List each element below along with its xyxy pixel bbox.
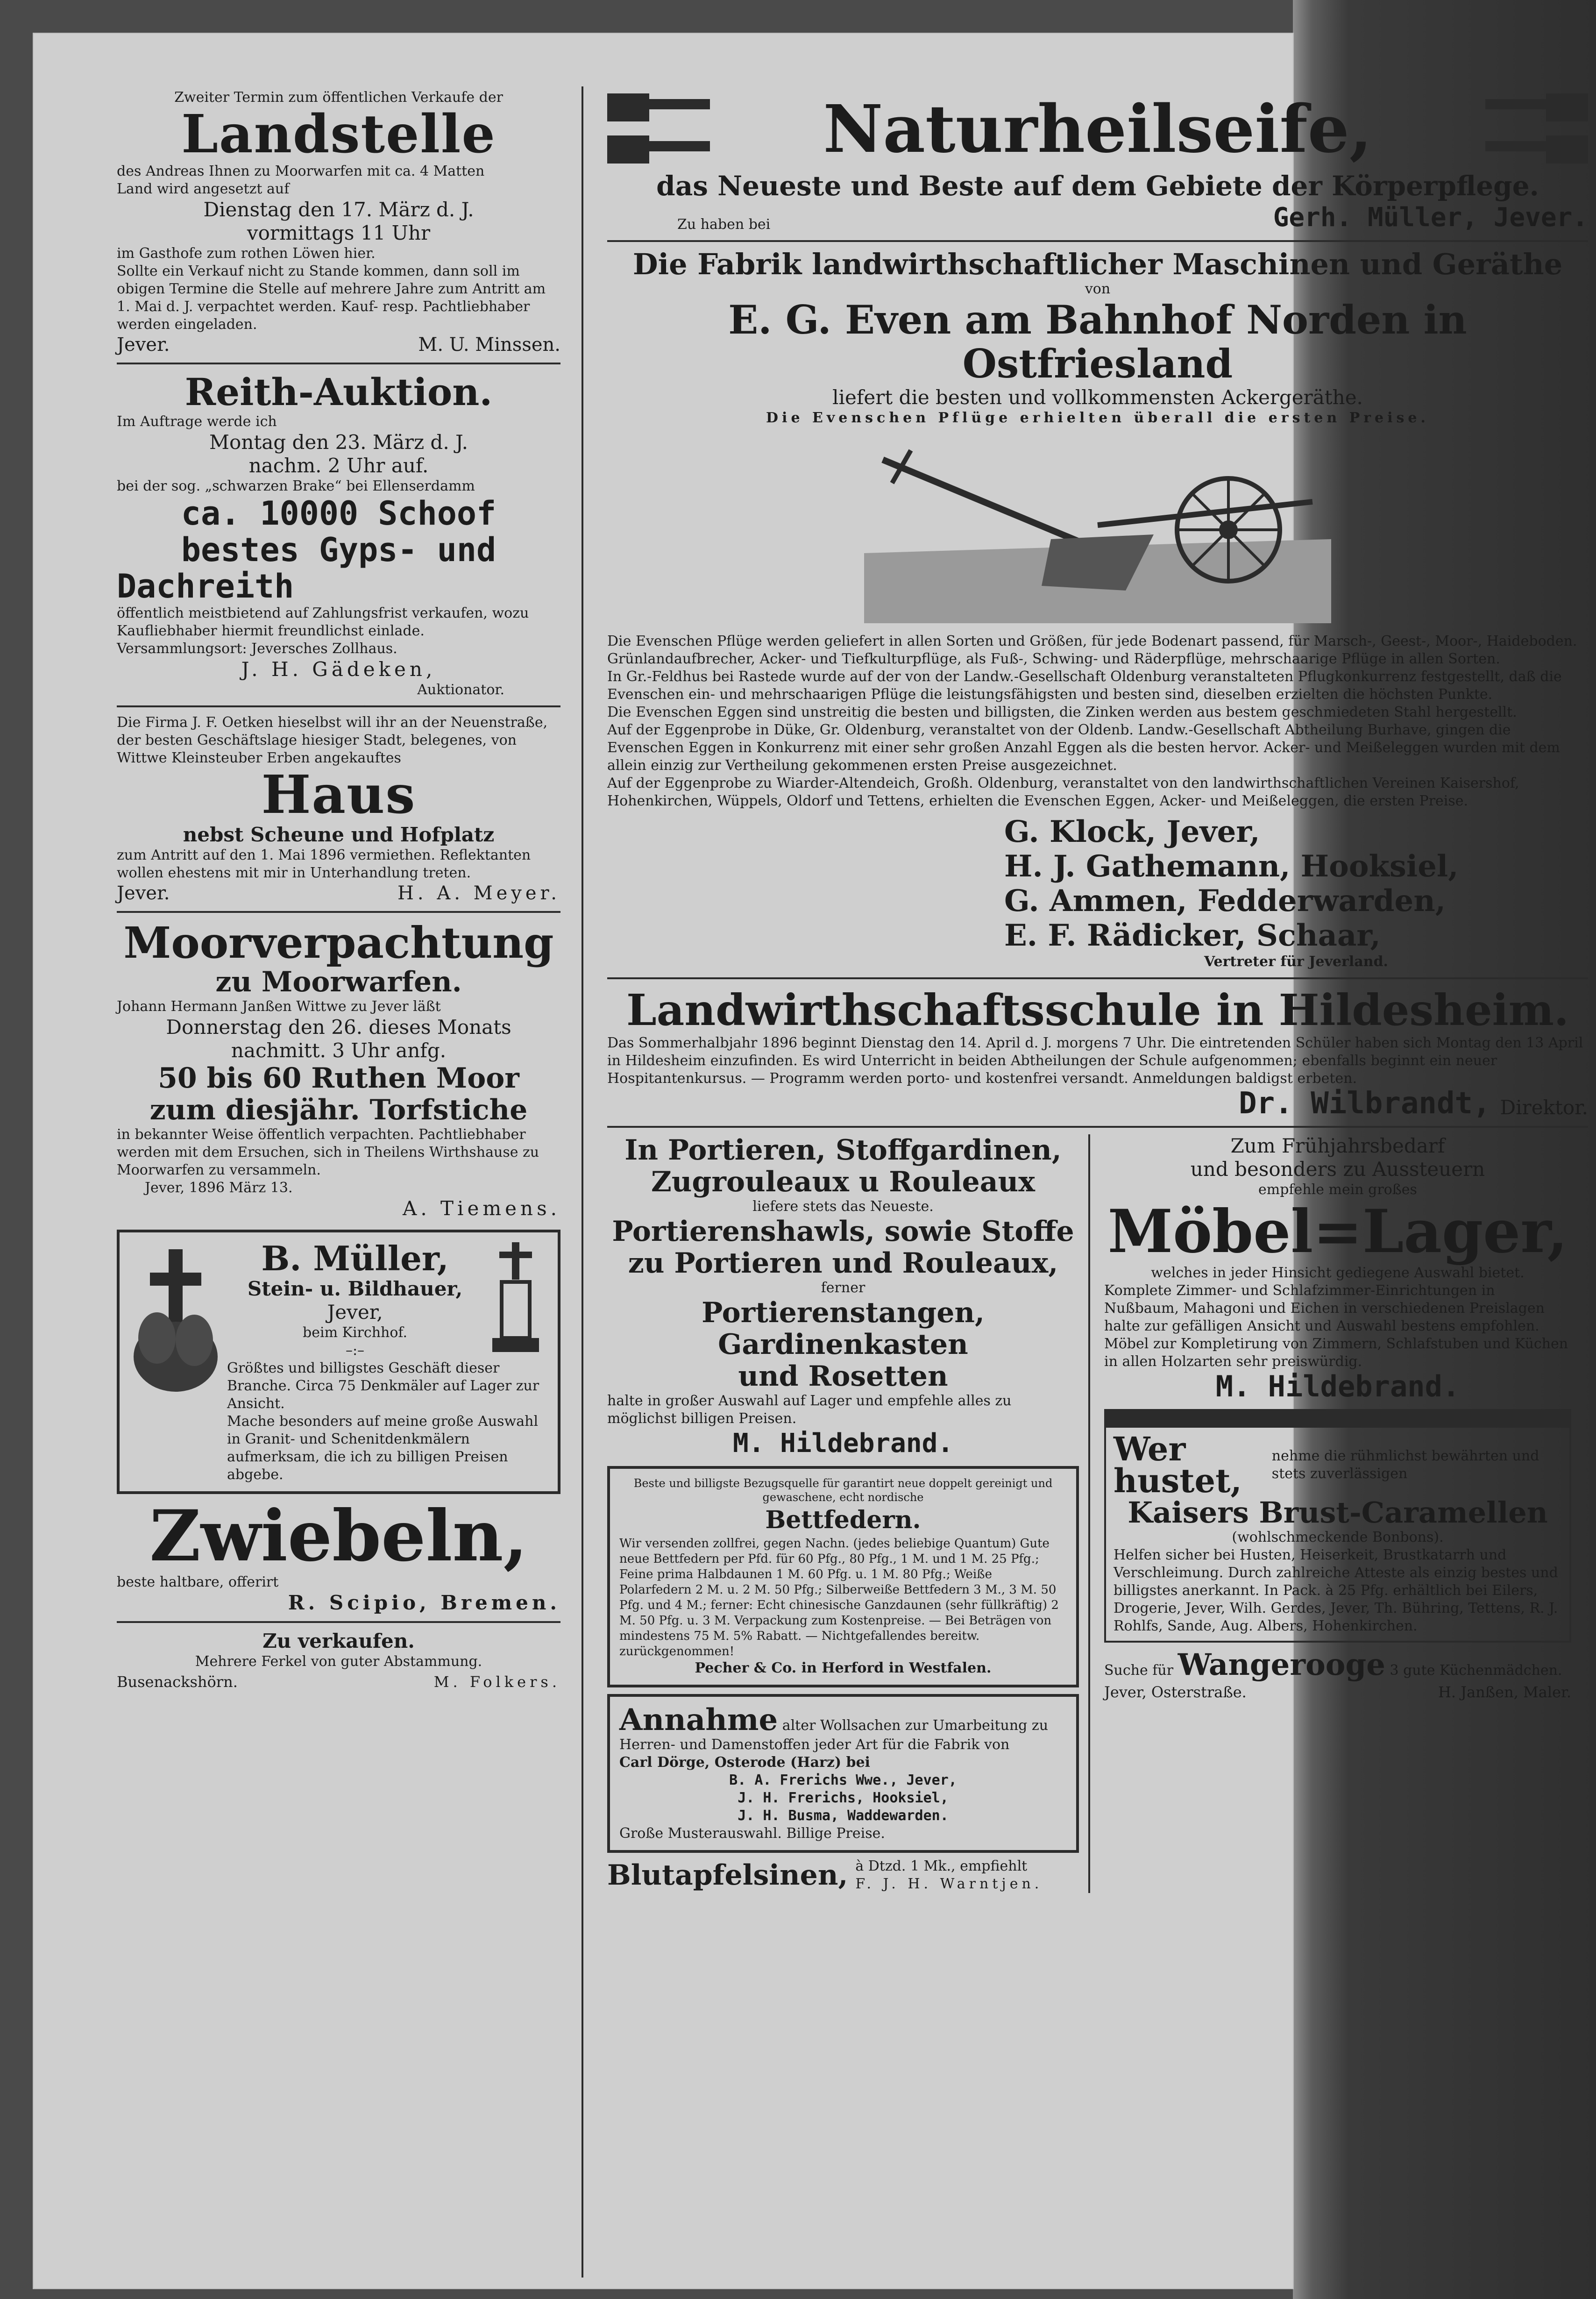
portieren-h3: Portierenshawls, sowie Stoffe: [612, 1215, 1074, 1248]
portieren-h1: In Portieren, Stoffgardinen,: [624, 1134, 1062, 1167]
ferkel-title: Zu verkaufen.: [262, 1630, 415, 1652]
bett-l1: Beste und billigste Bezugsquelle für garantirt neue doppelt gereinigt und gewaschene, echt nordische: [633, 1477, 1053, 1504]
even-agent: G. Klock, Jever,: [1004, 814, 1260, 849]
even-agent: H. J. Gathemann, Hooksiel,: [1004, 849, 1459, 884]
ferkel-body: Mehrere Ferkel von guter Abstammung.: [195, 1653, 482, 1670]
portieren-h5: Portierenstangen, Gardinenkasten: [702, 1296, 985, 1361]
ferkel-signer: M. Folkers.: [433, 1673, 560, 1691]
bett-title: Bettfedern.: [765, 1506, 921, 1534]
mueller-trade: Stein- u. Bildhauer,: [247, 1277, 463, 1300]
ad-moorverpachtung: [117, 919, 560, 1220]
reith-line2: bei der sog. „schwarzen Brake“ bei Ellenserdamm: [117, 478, 475, 494]
reith-date: Montag den 23. März d. J.: [209, 431, 468, 454]
zwiebeln-title: Zwiebeln,: [149, 1495, 528, 1577]
moor-body: in bekannter Weise öffentlich verpachten. Pachtliebhaber werden mit dem Ersuchen, sich in Theilens Wirthshause zu Moorwarfen zu versammeln.: [117, 1126, 539, 1178]
rule: [117, 363, 560, 364]
schule-signer: Dr. Wilbrandt,: [1239, 1086, 1491, 1121]
ad-wangerooge: [1104, 1649, 1571, 1703]
moebel-l2: welches in jeder Hinsicht gediegene Auswahl bietet.: [1151, 1265, 1525, 1281]
moebel-title: Möbel=Lager,: [1107, 1197, 1568, 1266]
reith-signer: J. H. Gädeken,: [241, 658, 436, 681]
zwiebeln-signer: R. Scipio, Bremen.: [288, 1591, 560, 1614]
reith-line1: Im Auftrage werde ich: [117, 413, 277, 430]
reith-title: Reith-Auktion.: [184, 370, 493, 414]
ad-moebel-lager: [1104, 1134, 1571, 1402]
annahme-title: Annahme: [619, 1702, 778, 1737]
moor-line1: Johann Hermann Janßen Wittwe zu Jever läßt: [117, 998, 441, 1015]
seife-avail: Zu haben bei: [677, 216, 771, 233]
newspaper-page: [33, 33, 1588, 2289]
ad-portieren: [607, 1134, 1079, 1459]
left-column: [117, 89, 560, 1693]
ad-landwirthschaftsschule: [607, 986, 1588, 1119]
even-p5: Auf der Eggenprobe zu Wiarder-Altendeich, Großh. Oldenburg, veranstaltet von den landwirthschaftlichen Vereinen Kaisershof, Hohenkirchen, Wüppels, Oldorf und Tettens, erhielten die Evenschen Eggen, Acker- und Meißeleggen, die ersten Preise.: [607, 775, 1519, 809]
rule: [607, 240, 1588, 242]
schule-body: Das Sommerhalbjahr 1896 beginnt Dienstag den 14. April d. J. morgens 7 Uhr. Die eintretenden Schüler haben sich Montag den 13 April in Hildesheim einzufinden. Es wird Unterricht in beiden Abtheilungen der Schule aufgenommen; ebenfalls beginnt ein neuer Hospitantenkursus. — Programm werden porto- und kostenfrei versandt. Anmeldungen baldigst erbeten.: [607, 1035, 1583, 1087]
moor-dateline: Jever, 1896 März 13.: [145, 1180, 293, 1196]
haus-title: Haus: [261, 764, 416, 826]
pointing-hand-icon: [607, 89, 715, 168]
wangerooge-signer: H. Janßen, Maler.: [1438, 1683, 1571, 1701]
bett-signer: Pecher & Co. in Herford in Westfalen.: [695, 1660, 992, 1676]
haus-place: Jever.: [117, 883, 170, 904]
ad-haus: [117, 714, 560, 904]
moebel-body: Komplete Zimmer- und Schlafzimmer-Einrichtungen in Nußbaum, Mahagoni und Eichen in verschiedenen Preislagen halte zur gefälligen Ansicht und Auswahl bestens empfohlen.: [1104, 1282, 1545, 1334]
portieren-h4: zu Portieren und Rouleaux,: [628, 1247, 1058, 1280]
even-agents-note: Vertreter für Jeverland.: [1204, 954, 1388, 970]
landstelle-signer: M. U. Minssen.: [418, 334, 560, 356]
zwiebeln-line: beste haltbare, offerirt: [117, 1574, 279, 1590]
landstelle-line2: Land wird angesetzt auf: [117, 181, 290, 197]
pointing-hand-icon: [1481, 89, 1588, 168]
even-firm: E. G. Even am Bahnhof Norden in Ostfriesland: [728, 297, 1467, 387]
annahme-agent: J. H. Busma, Waddewarden.: [738, 1808, 949, 1824]
moor-title: Moorverpachtung: [123, 918, 554, 968]
mueller-sep: –:–: [345, 1342, 365, 1359]
seife-title: Naturheilseife,: [823, 91, 1372, 168]
schule-role: Direktor.: [1500, 1096, 1588, 1119]
even-agent: G. Ammen, Fedderwarden,: [1004, 883, 1446, 918]
reith-offer1: ca. 10000 Schoof: [181, 494, 497, 533]
ad-ferkel: [117, 1630, 560, 1693]
bett-body: Wir versenden zollfrei, gegen Nachn. (jedes beliebige Quantum) Gute neue Bettfedern per Pfd. für 60 Pfg., 80 Pfg., 1 M. und 1 M. 25 Pfg.; Feine prima Halbdaunen 1 M. 60 Pfg. u. 1 M. 80 Pfg.; Weiße Polarfedern 2 M. u. 2 M. 50 Pfg.; Silberweiße Bettfedern 3 M., 3 M. 50 Pfg. und 4 M.; ferner: Echt chinesische Ganzdaunen (sehr füllkräftig) 2 M. 50 Pfg. u. 3 M. Verpackung zum Kostenpreise. — Bei Beträgen von mindestens 75 M. 5% Rabatt. — Nichtgefallendes bereitw. zurückgenommen!: [619, 1537, 1059, 1658]
caramellen-body: Helfen sicher bei Husten, Heiserkeit, Brustkatarrh und Verschleimung. Durch zahlreiche Atteste als einzig bestes und billigstes anerkannt. In Pack. à 25 Pfg. erhältlich bei Eilers, Drogerie, Jever, Wilh. Gerdes, Jever, Th. Bühring, Tettens, R. J. Rohlfs, Sande, Aug. Albers, Hohenkirchen.: [1114, 1547, 1558, 1634]
annahme-body: alter Wollsachen zur Umarbeitung zu Herren- und Damenstoffen jeder Art für die Fabrik von: [619, 1717, 1049, 1753]
caramellen-title: Kaisers Brust-Caramellen: [1128, 1495, 1548, 1530]
wangerooge-l2: 3 gute Küchenmädchen.: [1390, 1662, 1562, 1679]
right-subcolumns: [607, 1134, 1588, 1893]
even-line2: Die Evenschen Pflüge erhielten überall die ersten Preise.: [766, 410, 1429, 426]
moor-offer1: 50 bis 60 Ruthen Moor: [158, 1062, 519, 1095]
ad-naturheilseife: [607, 89, 1588, 234]
right-column: [607, 89, 1588, 1893]
haus-body: Die Firma J. F. Oetken hieselbst will ihr an der Neuenstraße, der besten Geschäftslage hiesiger Stadt, belegenes, von Wittwe Kleinsteuber Erben angekauftes: [117, 714, 548, 766]
moebel-body2: Möbel zur Kompletirung von Zimmern, Schlafstuben und Küchen in allen Holzarten sehr preiswürdig.: [1104, 1336, 1568, 1370]
annahme-agent: J. H. Frerichs, Hooksiel,: [738, 1790, 949, 1806]
rule: [117, 705, 560, 707]
ad-reith-auktion: [117, 371, 560, 699]
schule-title: Landwirthschaftsschule in Hildesheim.: [626, 985, 1569, 1035]
ad-landstelle: [117, 89, 560, 356]
column-divider: [582, 86, 583, 2278]
portieren-h6: und Rosetten: [738, 1360, 948, 1393]
monument-icon: [483, 1240, 548, 1357]
ad-mueller-box: [117, 1230, 560, 1494]
mueller-body2: Mache besonders auf meine große Auswahl in Granit- und Schenitdenkmälern aufmerksam, die ich zu billigen Preisen abgebe.: [227, 1413, 539, 1483]
wangerooge-name: Wangerooge: [1177, 1647, 1385, 1682]
annahme-firm: Carl Dörge, Osterode (Harz) bei: [619, 1754, 870, 1771]
apfelsinen-title: Blutapfelsinen,: [607, 1859, 848, 1892]
ad-bettfedern: [607, 1466, 1079, 1687]
moebel-l1: empfehle mein großes: [1258, 1182, 1417, 1198]
even-line1: liefert die besten und vollkommensten Ackergeräthe.: [832, 386, 1363, 409]
right-subcolumn-left: [607, 1134, 1090, 1893]
even-p2: In Gr.-Feldhus bei Rastede wurde auf der von der Landw.-Gesellschaft Oldenburg veranstalteten Pflugkonkurrenz festgestellt, daß die Evenschen ein- und mehrschaarigen Pflüge die leistungsfähigsten und besten sind, dieselben erzielten die höchsten Punkte.: [607, 669, 1562, 703]
mueller-loc: beim Kirchhof.: [303, 1324, 407, 1341]
mueller-town: Jever,: [327, 1301, 383, 1324]
annahme-agent: B. A. Frerichs Wwe., Jever,: [729, 1772, 957, 1788]
moor-signer: A. Tiemens.: [403, 1197, 560, 1220]
rule: [607, 1126, 1588, 1128]
haus-body2: zum Antritt auf den 1. Mai 1896 vermiethen. Reflektanten wollen ehestens mit mir in Unterhandlung treten.: [117, 847, 531, 881]
moebel-h2: und besonders zu Aussteuern: [1190, 1158, 1485, 1181]
even-von: von: [1085, 281, 1111, 297]
moor-offer2: zum diesjähr. Torfstiche: [149, 1094, 528, 1126]
landstelle-body: Sollte ein Verkauf nicht zu Stande kommen, dann soll im obigen Termine die Stelle auf mehrere Jahre zum Antritt am 1. Mai d. J. verpachtet werden. Kauf- resp. Pachtliebhaber werden eingeladen.: [117, 263, 546, 333]
wangerooge-l1: Suche für: [1104, 1662, 1174, 1679]
ad-zwiebeln: [117, 1495, 560, 1615]
landstelle-intro: Zweiter Termin zum öffentlichen Verkaufe der: [174, 89, 503, 106]
wangerooge-place: Jever, Osterstraße.: [1104, 1683, 1247, 1701]
mueller-body: Größtes und billigstes Geschäft dieser Branche. Circa 75 Denkmäler auf Lager zur Ansicht.: [227, 1360, 539, 1412]
caramellen-head: Wer hustet,: [1114, 1430, 1242, 1500]
reith-offer3: Dachreith: [117, 567, 294, 605]
seife-subtitle: das Neueste und Beste auf dem Gebiete der Körperpflege.: [656, 170, 1539, 202]
ad-caramellen: [1104, 1409, 1571, 1643]
rule: [117, 911, 560, 913]
haus-subtitle: nebst Scheune und Hofplatz: [183, 823, 495, 846]
reith-meeting: Versammlungsort: Jeversches Zollhaus.: [117, 641, 397, 657]
ferkel-place: Busenackshörn.: [117, 1673, 238, 1691]
portieren-l1: liefere stets das Neueste.: [752, 1198, 934, 1215]
ad-even: [607, 249, 1588, 971]
reith-time: nachm. 2 Uhr auf.: [248, 454, 429, 477]
reith-body: öffentlich meistbietend auf Zahlungsfrist verkaufen, wozu Kaufliebhaber hiermit freundlichst einlade.: [117, 605, 529, 639]
even-p4: Auf der Eggenprobe in Düke, Gr. Oldenburg, veranstaltet von der Oldenb. Landw.-Gesellschaft Abtheilung Burhave, gingen die Evenschen Eggen in Konkurrenz mit einer sehr großen Anzahl Eggen als die besten hervor. Acker- und Meißeleggen wurden mit dem allein einzig zur Vertheilung gekommenen ersten Preise ausgezeichnet.: [607, 722, 1560, 774]
mueller-name: B. Müller,: [261, 1238, 449, 1278]
even-p3: Die Evenschen Eggen sind unstreitig die besten und billigsten, die Zinken werden aus bestem geschmiedeten Stahl hergestellt.: [607, 704, 1517, 720]
landstelle-title: Landstelle: [181, 104, 496, 165]
landstelle-line3: im Gasthofe zum rothen Löwen hier.: [117, 245, 376, 262]
portieren-body: halte in großer Auswahl auf Lager und empfehle alles zu möglichst billigen Preisen.: [607, 1393, 1012, 1427]
gravestone-cross-icon: [129, 1240, 222, 1394]
landstelle-place: Jever.: [117, 334, 170, 356]
apfelsinen-body: à Dtzd. 1 Mk., empfiehlt: [855, 1858, 1028, 1874]
apfelsinen-signer: F. J. H. Warntjen.: [855, 1876, 1043, 1892]
portieren-l2: ferner: [821, 1280, 865, 1296]
even-agent: E. F. Rädicker, Schaar,: [1004, 918, 1381, 953]
caramellen-sub: (wohlschmeckende Bonbons).: [1232, 1529, 1444, 1545]
moebel-h1: Zum Frühjahrsbedarf: [1230, 1134, 1445, 1157]
ad-blutapfelsinen: [607, 1858, 1079, 1893]
right-subcolumn-right: [1104, 1134, 1571, 1893]
portieren-signer: M. Hildebrand.: [732, 1428, 953, 1459]
haus-signer: H. A. Meyer.: [397, 883, 560, 904]
annahme-footer: Große Musterauswahl. Billige Preise.: [619, 1825, 885, 1842]
portieren-h2: Zugrouleaux u Rouleaux: [651, 1166, 1035, 1198]
reith-role: Auktionator.: [417, 682, 504, 698]
moebel-signer: M. Hildebrand.: [1215, 1369, 1460, 1403]
landstelle-date: Dienstag den 17. März d. J.: [203, 198, 474, 221]
even-p1: Die Evenschen Pflüge werden geliefert in allen Sorten und Größen, für jede Bodenart passend, für Marsch-, Geest-, Moor-, Haideboden. Grünlandaufbrecher, Acker- und Tiefkulturpflüge, als Fuß-, Schwing- und Räderpflüge, mehrschaarige Pflüge in allen Sorten.: [607, 633, 1577, 667]
rule: [117, 1621, 560, 1623]
caramellen-intro: nehme die rühmlichst bewährten und stets zuverlässigen: [1271, 1448, 1539, 1482]
even-head1: Die Fabrik landwirthschaftlicher Maschinen und Geräthe: [632, 247, 1563, 281]
rule: [607, 977, 1588, 979]
landstelle-line1: des Andreas Ihnen zu Moorwarfen mit ca. 4 Matten: [117, 163, 485, 179]
landstelle-time: vormittags 11 Uhr: [247, 221, 431, 244]
moor-time: nachmitt. 3 Uhr anfg.: [231, 1039, 447, 1062]
ad-annahme: [607, 1694, 1079, 1853]
moor-date: Donnerstag den 26. dieses Monats: [166, 1016, 511, 1039]
seife-seller: Gerh. Müller, Jever.: [1273, 202, 1588, 233]
moor-subtitle: zu Moorwarfen.: [215, 966, 462, 998]
plough-illustration: [864, 432, 1331, 628]
reith-offer2: bestes Gyps- und: [181, 531, 497, 569]
